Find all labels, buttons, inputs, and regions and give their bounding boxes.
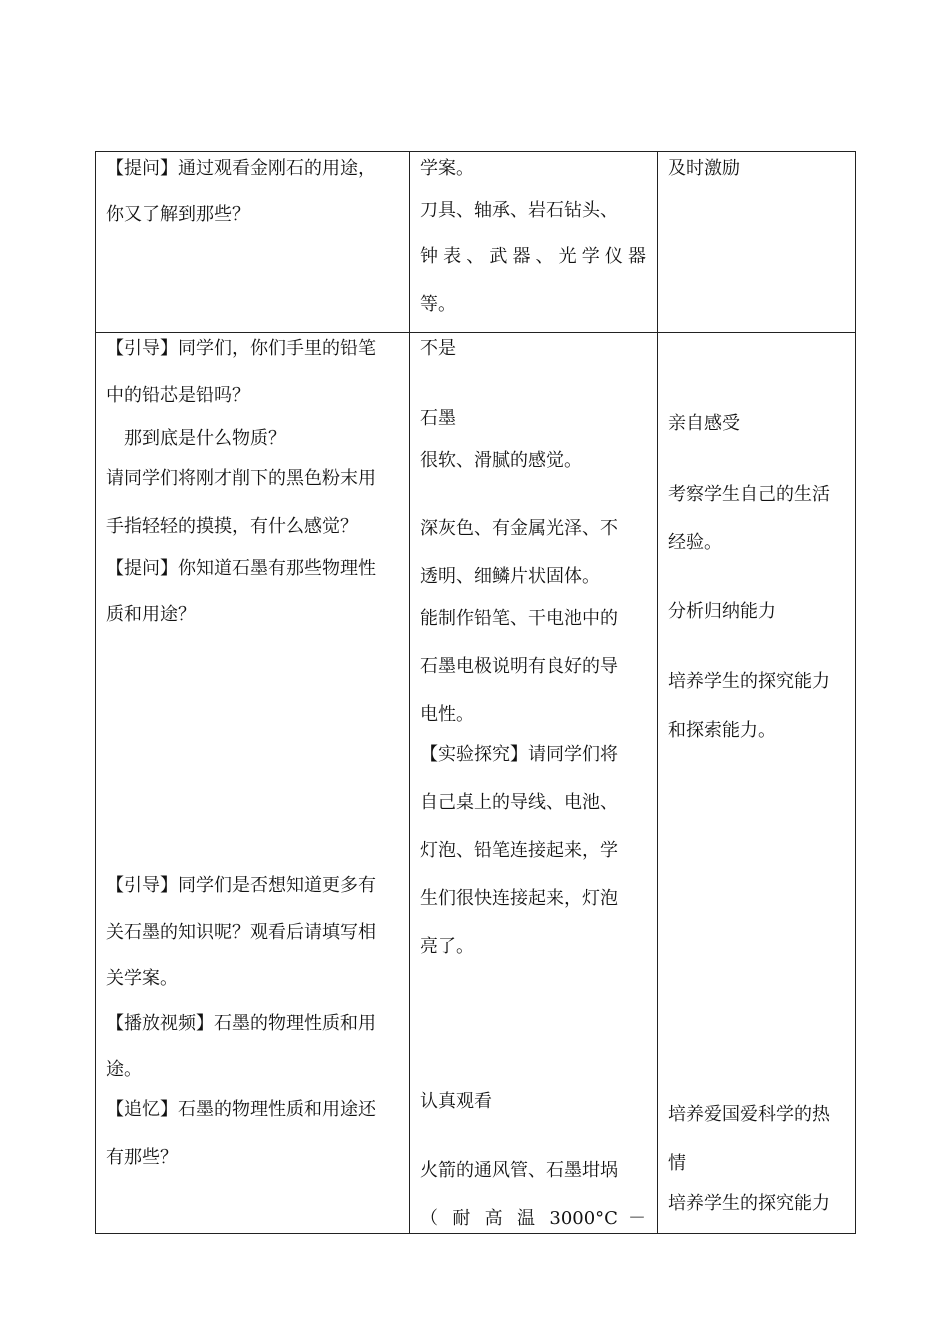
r2c1-line-3: 那到底是什么物质？: [124, 428, 286, 449]
r1c1-line-2: 你又了解到那些？: [106, 204, 250, 225]
r1c2-line-2: 刀具、轴承、岩石钻头、: [420, 200, 618, 221]
r2c1-line-13: 【追忆】石墨的物理性质和用途还: [106, 1099, 376, 1120]
r2c1-line-9: 关石墨的知识呢？观看后请填写相: [106, 922, 376, 943]
r2c1-line-2: 中的铅芯是铅吗？: [106, 385, 250, 406]
r2c3-line-9: 培养学生的探究能力: [668, 1193, 830, 1214]
r2c2-line-5: 透明、细鳞片状固体。: [420, 566, 600, 587]
r2c1-line-4: 请同学们将刚才削下的黑色粉末用: [106, 468, 376, 489]
r2c2-line-3: 很软、滑腻的感觉。: [420, 450, 582, 471]
r2c2-line-10: 自己桌上的导线、电池、: [420, 792, 618, 813]
r2c2-line-11: 灯泡、铅笔连接起来，学: [420, 840, 618, 861]
column-divider-1: [409, 152, 410, 1233]
row-divider: [96, 332, 855, 333]
r2c2-line-4: 深灰色、有金属光泽、不: [420, 518, 618, 539]
r1c2-line-1: 学案。: [420, 158, 474, 179]
r2c1-line-10: 关学案。: [106, 968, 178, 989]
r1c3-line-1: 及时激励: [668, 158, 740, 179]
column-divider-2: [657, 152, 658, 1233]
r2c3-line-8: 情: [668, 1153, 686, 1174]
r2c3-line-7: 培养爱国爱科学的热: [668, 1104, 830, 1125]
r2c2-line-2: 石墨: [420, 408, 456, 429]
r2c2-line-13: 亮了。: [420, 936, 474, 957]
r2c2-line-6: 能制作铅笔、干电池中的: [420, 608, 618, 629]
r2c1-line-6: 【提问】你知道石墨有那些物理性: [106, 558, 376, 579]
r2c1-line-8: 【引导】同学们是否想知道更多有: [106, 875, 376, 896]
r2c1-line-7: 质和用途？: [106, 604, 196, 625]
r1c1-line-1: 【提问】通过观看金刚石的用途，: [106, 158, 376, 179]
r2c3-line-2: 考察学生自己的生活: [668, 484, 830, 505]
r2c2-line-16: （ 耐 高 温 3000°C －: [420, 1208, 646, 1229]
r2c3-line-5: 培养学生的探究能力: [668, 671, 830, 692]
r1c2-line-4: 等。: [420, 294, 456, 315]
r2c2-line-9: 【实验探究】请同学们将: [420, 744, 618, 765]
r2c2-line-14: 认真观看: [420, 1091, 492, 1112]
r2c1-line-12: 途。: [106, 1059, 142, 1080]
r2c2-line-8: 电性。: [420, 704, 474, 725]
r2c2-line-7: 石墨电极说明有良好的导: [420, 656, 618, 677]
r2c3-line-6: 和探索能力。: [668, 720, 776, 741]
r2c1-line-14: 有那些？: [106, 1147, 178, 1168]
r2c3-line-1: 亲自感受: [668, 413, 740, 434]
r2c1-line-11: 【播放视频】石墨的物理性质和用: [106, 1013, 376, 1034]
r2c3-line-4: 分析归纳能力: [668, 601, 776, 622]
lesson-table: [95, 151, 856, 1234]
r2c1-line-1: 【引导】同学们，你们手里的铅笔: [106, 338, 376, 359]
r2c2-line-1: 不是: [420, 338, 456, 359]
r2c2-line-12: 生们很快连接起来，灯泡: [420, 888, 618, 909]
r2c1-line-5: 手指轻轻的摸摸，有什么感觉？: [106, 516, 358, 537]
r2c3-line-3: 经验。: [668, 532, 722, 553]
r1c2-line-3: 钟表、武器、光学仪器: [420, 246, 646, 267]
r2c2-line-15: 火箭的通风管、石墨坩埚: [420, 1160, 618, 1181]
